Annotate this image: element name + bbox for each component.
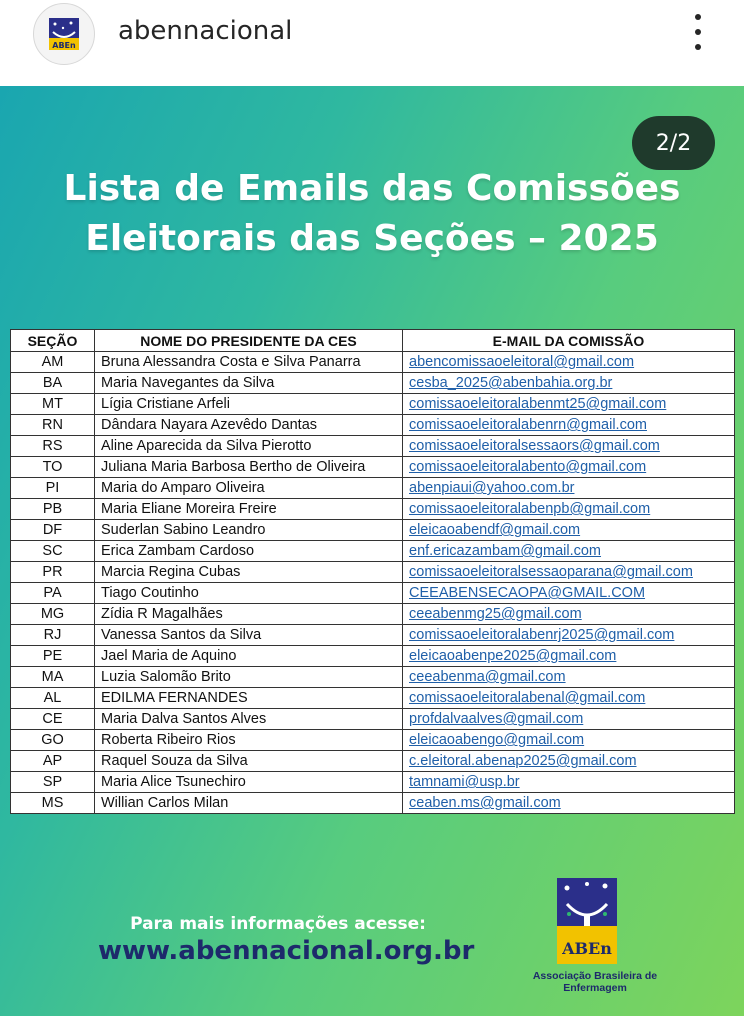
secao-cell: GO (11, 730, 95, 751)
email-link[interactable]: ceaben.ms@gmail.com (403, 793, 735, 814)
post-header (0, 0, 744, 86)
bottom-bar (0, 1016, 744, 1024)
secao-cell: PE (11, 646, 95, 667)
table-row (11, 499, 735, 520)
secao-cell: RN (11, 415, 95, 436)
table-row (11, 604, 735, 625)
table-row (11, 436, 735, 457)
table-row (11, 667, 735, 688)
email-link[interactable]: cesba_2025@abenbahia.org.br (403, 373, 735, 394)
presidente-cell: Erica Zambam Cardoso (95, 541, 403, 562)
email-link[interactable]: comissaoeleitoralabento@gmail.com (403, 457, 735, 478)
presidente-cell: Zídia R Magalhães (95, 604, 403, 625)
aben-logo-icon (555, 876, 619, 968)
presidente-cell: Juliana Maria Barbosa Bertho de Oliveira (95, 457, 403, 478)
presidente-cell: Marcia Regina Cubas (95, 562, 403, 583)
table-row (11, 646, 735, 667)
username[interactable]: abennacional (118, 16, 293, 46)
svg-text:ABEn: ABEn (52, 41, 76, 50)
secao-cell: PR (11, 562, 95, 583)
association-name: Associação Brasileira de Enfermagem (532, 970, 658, 994)
email-link[interactable]: profdalvaalves@gmail.com (403, 709, 735, 730)
presidente-cell: Maria Eliane Moreira Freire (95, 499, 403, 520)
table-row (11, 688, 735, 709)
post-title (0, 164, 744, 264)
secao-cell: CE (11, 709, 95, 730)
email-link[interactable]: c.eleitoral.abenap2025@gmail.com (403, 751, 735, 772)
table-row (11, 457, 735, 478)
table-row (11, 541, 735, 562)
presidente-cell: Maria Alice Tsunechiro (95, 772, 403, 793)
email-link[interactable]: abenpiaui@yahoo.com.br (403, 478, 735, 499)
table-row (11, 373, 735, 394)
secao-cell: MG (11, 604, 95, 625)
title-line-2: Eleitorais das Seções – 2025 (85, 218, 659, 259)
table-row (11, 625, 735, 646)
presidente-cell: EDILMA FERNANDES (95, 688, 403, 709)
presidente-cell: Suderlan Sabino Leandro (95, 520, 403, 541)
post-image (0, 86, 744, 1016)
secao-cell: AP (11, 751, 95, 772)
email-link[interactable]: comissaoeleitoralabenmt25@gmail.com (403, 394, 735, 415)
secao-cell: PB (11, 499, 95, 520)
presidente-cell: Aline Aparecida da Silva Pierotto (95, 436, 403, 457)
carousel-counter: 2/2 (632, 116, 715, 170)
email-link[interactable]: abencomissaoeleitoral@gmail.com (403, 352, 735, 373)
email-link[interactable]: comissaoeleitoralabenrj2025@gmail.com (403, 625, 735, 646)
logo-text: ABEn (562, 939, 612, 958)
secao-cell: SC (11, 541, 95, 562)
secao-cell: MS (11, 793, 95, 814)
secao-cell: AM (11, 352, 95, 373)
table-row (11, 520, 735, 541)
website-link: www.abennacional.org.br (98, 936, 475, 966)
email-link[interactable]: enf.ericazambam@gmail.com (403, 541, 735, 562)
email-link[interactable]: ceeabenmg25@gmail.com (403, 604, 735, 625)
email-link[interactable]: eleicaoabenpe2025@gmail.com (403, 646, 735, 667)
secao-cell: RJ (11, 625, 95, 646)
aben-logo-icon (47, 16, 81, 52)
presidente-cell: Maria do Amparo Oliveira (95, 478, 403, 499)
more-info (98, 914, 475, 966)
table-row (11, 793, 735, 814)
presidente-cell: Maria Navegantes da Silva (95, 373, 403, 394)
more-options-icon[interactable] (686, 14, 710, 50)
presidente-cell: Dândara Nayara Azevêdo Dantas (95, 415, 403, 436)
presidente-cell: Tiago Coutinho (95, 583, 403, 604)
presidente-cell: Vanessa Santos da Silva (95, 625, 403, 646)
emails-table (10, 329, 734, 814)
email-link[interactable]: CEEABENSECAOPA@GMAIL.COM (403, 583, 735, 604)
email-link[interactable]: eleicaoabengo@gmail.com (403, 730, 735, 751)
table-header-row (11, 330, 735, 352)
email-link[interactable]: comissaoeleitoralsessaoparana@gmail.com (403, 562, 735, 583)
secao-cell: AL (11, 688, 95, 709)
secao-cell: RS (11, 436, 95, 457)
email-link[interactable]: comissaoeleitoralabenal@gmail.com (403, 688, 735, 709)
table-row (11, 478, 735, 499)
title-line-1: Lista de Emails das Comissões (63, 168, 681, 209)
presidente-cell: Maria Dalva Santos Alves (95, 709, 403, 730)
table-row (11, 730, 735, 751)
table-row (11, 772, 735, 793)
table-row (11, 583, 735, 604)
email-link[interactable]: eleicaoabendf@gmail.com (403, 520, 735, 541)
table-row (11, 751, 735, 772)
column-header-email: E-MAIL DA COMISSÃO (403, 330, 735, 352)
email-link[interactable]: comissaoeleitoralabenpb@gmail.com (403, 499, 735, 520)
table-row (11, 352, 735, 373)
profile-avatar[interactable] (33, 3, 95, 65)
presidente-cell: Roberta Ribeiro Rios (95, 730, 403, 751)
presidente-cell: Lígia Cristiane Arfeli (95, 394, 403, 415)
column-header-secao: SEÇÃO (11, 330, 95, 352)
table-row (11, 415, 735, 436)
secao-cell: BA (11, 373, 95, 394)
table-row (11, 562, 735, 583)
info-label: Para mais informações acesse: (130, 914, 426, 934)
secao-cell: MA (11, 667, 95, 688)
secao-cell: PI (11, 478, 95, 499)
email-link[interactable]: comissaoeleitoralabenrn@gmail.com (403, 415, 735, 436)
presidente-cell: Luzia Salomão Brito (95, 667, 403, 688)
table-row (11, 394, 735, 415)
presidente-cell: Jael Maria de Aquino (95, 646, 403, 667)
email-link[interactable]: comissaoeleitoralsessaors@gmail.com (403, 436, 735, 457)
presidente-cell: Willian Carlos Milan (95, 793, 403, 814)
email-link[interactable]: ceeabenma@gmail.com (403, 667, 735, 688)
secao-cell: MT (11, 394, 95, 415)
column-header-presidente: NOME DO PRESIDENTE DA CES (95, 330, 403, 352)
secao-cell: TO (11, 457, 95, 478)
presidente-cell: Raquel Souza da Silva (95, 751, 403, 772)
secao-cell: DF (11, 520, 95, 541)
secao-cell: SP (11, 772, 95, 793)
secao-cell: PA (11, 583, 95, 604)
presidente-cell: Bruna Alessandra Costa e Silva Panarra (95, 352, 403, 373)
table-row (11, 709, 735, 730)
email-link[interactable]: tamnami@usp.br (403, 772, 735, 793)
